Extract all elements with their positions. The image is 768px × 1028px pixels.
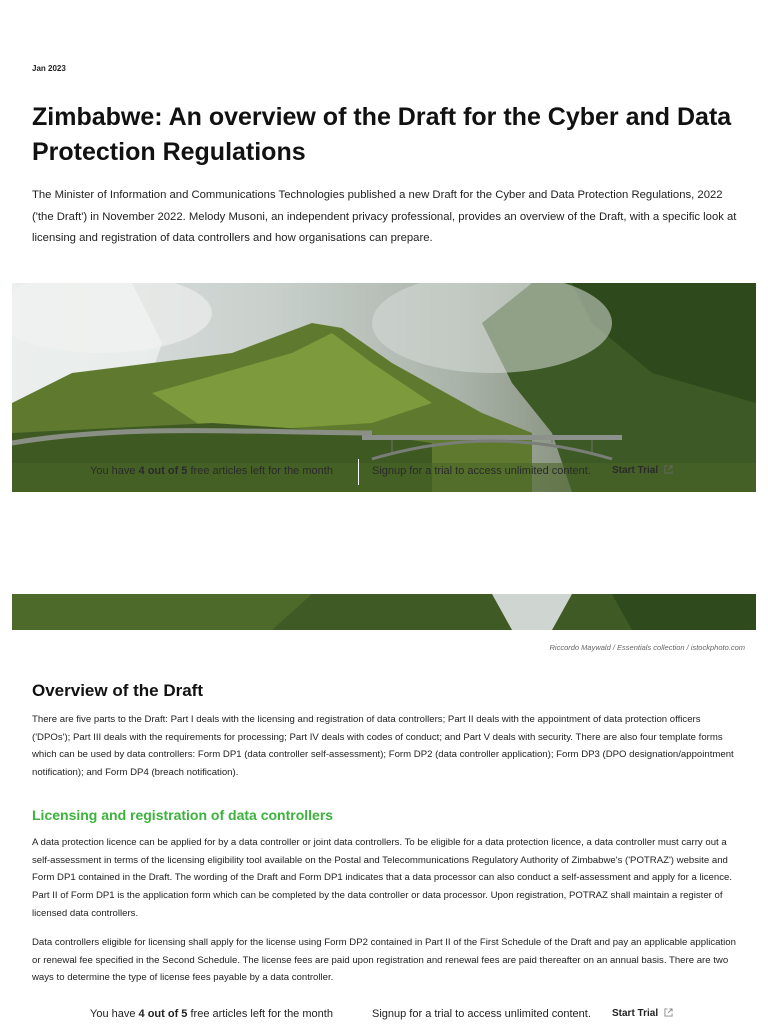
overview-paragraph: There are five parts to the Draft: Part I deals with the licensing and registration of data controllers; Part II deals with the appointment of data protection officers ('DPOs'); Part III deals with the requirements for processing; Part IV deals with codes of conduct; and Part V deals with security. There are also four template forms which can be used by data controllers: Form DP1 (data controller self-assessment); Form DP2 (data controller application); Form DP3 (DPO designation/appointment notification); and Form DP4 (breach notification).	[32, 714, 734, 779]
divider	[358, 459, 359, 485]
paywall-banner-overlay	[0, 459, 768, 485]
trial-message: Signup for a trial to access unlimited content.	[372, 465, 591, 477]
article-date: Jan 2023	[32, 64, 66, 73]
section-heading-overview: Overview of the Draft	[32, 681, 203, 700]
external-link-icon	[664, 465, 673, 477]
hero-image-strip	[12, 594, 756, 630]
articles-remaining-count: 4 out of 5	[138, 465, 188, 477]
article-title: Zimbabwe: An overview of the Draft for the Cyber and Data Protection Regulations	[32, 103, 732, 166]
start-trial-link[interactable]: Start Trial	[612, 1008, 673, 1020]
trial-message: Signup for a trial to access unlimited content.	[372, 1008, 591, 1020]
section-heading-licensing: Licensing and registration of data controllers	[32, 807, 334, 823]
licensing-paragraph-1: A data protection licence can be applied for by a data controller or joint data controllers. To be eligible for a data protection licence, a data controller must carry out a self-assessment in terms of the licensing eligibility tool available on the Postal and Telecommunications Regulatory Authority of Zimbabwe's ('POTRAZ') website and Form DP1 contained in the Draft. The wording of the Draft and Form DP1 indicates that a data processor can also conduct a self-assessment and apply for a licence. Part II of Form DP1 is the application form which can be completed by the data controller or data processor. Upon registration, POTRAZ shall maintain a register of licensed data controllers.	[32, 837, 732, 919]
licensing-paragraph-2: Data controllers eligible for licensing shall apply for the license using Form DP2 contained in Part II of the First Schedule of the Draft and pay an applicable application or renewal fee specified in the Second Schedule. The license fees are paid upon registration and renewal fees are paid thereafter on an annual basis. There are two ways to determine the type of license fees payable by a data controller.	[32, 937, 736, 984]
paywall-banner	[0, 1002, 768, 1028]
image-credit: Riccordo Maywald / Essentials collection / istockphoto.com	[549, 643, 745, 652]
article-intro: The Minister of Information and Communications Technologies published a new Draft for the Cyber and Data Protection Regulations, 2022 ('the Draft') in November 2022. Melody Musoni, an independent privacy professional, provides an overview of the Draft, with a specific look at licensing and registration of data controllers and how organisations can prepare.	[32, 189, 737, 244]
articles-remaining-count: 4 out of 5	[138, 1008, 188, 1020]
start-trial-link[interactable]: Start Trial	[612, 465, 673, 477]
free-articles-notice: You have 4 out of 5 free articles left for the month	[90, 1008, 333, 1020]
external-link-icon	[664, 1008, 673, 1020]
free-articles-notice: You have 4 out of 5 free articles left for the month	[90, 465, 333, 477]
